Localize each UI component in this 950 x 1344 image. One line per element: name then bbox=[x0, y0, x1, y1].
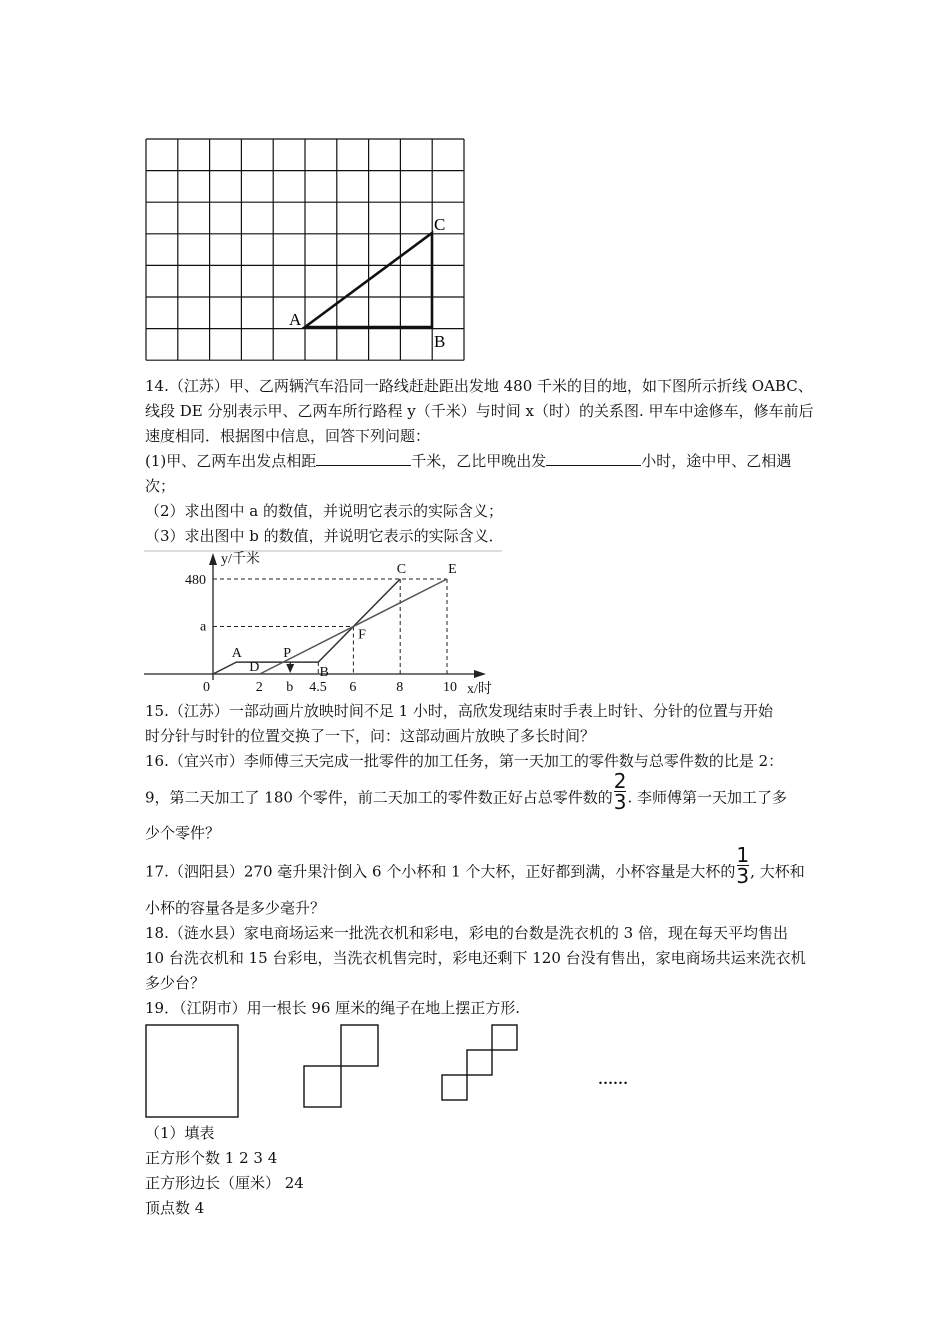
y-tick-480: 480 bbox=[185, 573, 206, 588]
q19-table-row-count: 正方形个数 1 2 3 4 bbox=[145, 1149, 278, 1167]
q16-text-before-fraction: 9，第二天加工了 180 个零件，前二天加工的零件数正好占总零件数的 bbox=[145, 788, 613, 807]
x-tick-4.5: 4.5 bbox=[309, 680, 327, 695]
y-axis-label: y/千米 bbox=[221, 552, 260, 567]
arrow-down-icon bbox=[286, 664, 294, 673]
square-2 bbox=[467, 1050, 492, 1075]
blank-distance bbox=[316, 451, 411, 466]
pattern-three-squares bbox=[442, 1025, 517, 1100]
q14-line-3: 速度相同．根据图中信息，回答下列问题： bbox=[145, 427, 431, 445]
ellipsis-more-patterns: …… bbox=[598, 1072, 628, 1088]
square-patterns-figure bbox=[140, 1020, 650, 1125]
x-tick-2: 2 bbox=[255, 680, 263, 695]
fraction-denominator: 3 bbox=[736, 864, 750, 888]
q15-line-1: 15.（江苏）一部动画片放映时间不足 1 小时，高欣发现结束时手表上时针、分针的位置与开始 bbox=[145, 702, 773, 720]
y-tick-a: a bbox=[200, 619, 207, 635]
q17-text-before-fraction: 17.（泗阳县）270 毫升果汁倒入 6 个小杯和 1 个大杯，正好都到满，小杯容量是大杯的 bbox=[145, 862, 736, 881]
x-tick-10: 10 bbox=[443, 680, 457, 695]
x-tick-8: 8 bbox=[396, 680, 404, 695]
square-1 bbox=[304, 1066, 341, 1107]
q18-line-3: 多少台？ bbox=[145, 974, 206, 992]
point-label-b: B bbox=[434, 332, 446, 351]
fraction-two-thirds bbox=[613, 769, 627, 814]
q19-line-1: 19．（江阴市）用一根长 96 厘米的绳子在地上摆正方形. bbox=[145, 999, 520, 1017]
x-tick-b: b bbox=[286, 680, 294, 695]
q14-line-6: （2）求出图中 a 的数值，并说明它表示的实际含义； bbox=[145, 502, 504, 520]
x-tick-0: 0 bbox=[203, 680, 210, 695]
q17-line-1 bbox=[145, 843, 805, 888]
x-axis-arrow-icon bbox=[474, 670, 486, 678]
square-1 bbox=[442, 1075, 467, 1100]
point-label-d: D bbox=[249, 660, 260, 675]
q14-line-4 bbox=[145, 450, 791, 472]
fraction-numerator: 1 bbox=[736, 843, 750, 867]
chart-labels bbox=[185, 550, 492, 697]
pattern-one-square bbox=[146, 1025, 238, 1117]
q19-table-row-side: 正方形边长（厘米） 24 bbox=[145, 1174, 304, 1192]
square-2 bbox=[341, 1025, 378, 1066]
pattern-two-squares bbox=[304, 1025, 378, 1107]
q16-line-3: 少个零件？ bbox=[145, 824, 221, 842]
point-label-e: E bbox=[448, 562, 457, 577]
q18-line-2: 10 台洗衣机和 15 台彩电，当洗衣机售完时，彩电还剩下 120 台没有售出，家电商场共运来洗衣机 bbox=[145, 949, 806, 967]
q17-text-after-fraction: , 大杯和 bbox=[750, 862, 805, 881]
q14-text-later: 千米，乙比甲晚出发 bbox=[411, 452, 547, 470]
q16-line-1: 16.（宜兴市）李师傅三天完成一批零件的加工任务，第一天加工的零件数与总零件数的比是 2： bbox=[145, 752, 784, 770]
q19-sub-1: （1）填表 bbox=[145, 1124, 215, 1142]
q17-line-2: 小杯的容量各是多少毫升？ bbox=[145, 899, 326, 917]
point-label-f: F bbox=[358, 627, 366, 643]
grid-triangle-figure bbox=[140, 132, 480, 367]
q16-line-2 bbox=[145, 769, 787, 814]
q16-text-after-fraction: . 李师傅第一天加工了多 bbox=[627, 788, 787, 807]
q18-line-1: 18.（涟水县）家电商场运来一批洗衣机和彩电，彩电的台数是洗衣机的 3 倍，现在每天平均售出 bbox=[145, 924, 788, 942]
fraction-numerator: 2 bbox=[613, 769, 627, 793]
q14-text-meet: 小时，途中甲、乙相遇 bbox=[641, 452, 792, 470]
x-axis-label: x/时 bbox=[467, 682, 492, 697]
q15-line-2: 时分针与时针的位置交换了一下，问：这部动画片放映了多长时间？ bbox=[145, 727, 596, 745]
q19-table-row-vertices: 顶点数 4 bbox=[145, 1199, 205, 1217]
q14-line-1: 14.（江苏）甲、乙两辆汽车沿同一路线赶赴距出发地 480 千米的目的地，如下图所示折线 OABC、 bbox=[145, 377, 813, 395]
point-label-a: A bbox=[289, 310, 302, 329]
blank-hours bbox=[546, 451, 641, 466]
point-label-p: P bbox=[283, 646, 291, 662]
point-label-c: C bbox=[396, 562, 407, 577]
point-label-b: B bbox=[319, 665, 329, 681]
fraction-one-third bbox=[736, 843, 750, 888]
q14-line-5: 次； bbox=[145, 477, 176, 495]
point-label-c: C bbox=[434, 215, 446, 234]
q14-line-7: （3）求出图中 b 的数值，并说明它表示的实际含义． bbox=[145, 527, 504, 545]
x-tick-6: 6 bbox=[349, 680, 357, 695]
square-3 bbox=[492, 1025, 517, 1050]
y-axis-arrow-icon bbox=[209, 553, 217, 565]
point-label-a: A bbox=[231, 646, 242, 662]
q14-text-distance: (1)甲、乙两车出发点相距 bbox=[145, 452, 317, 470]
q14-distance-time-chart bbox=[140, 549, 510, 699]
q14-line-2: 线段 DE 分别表示甲、乙两车所行路程 y（千米）与时间 x（时）的关系图. 甲车中途修车，修车前后 bbox=[145, 402, 814, 420]
chart-guide-lines bbox=[213, 579, 447, 674]
fraction-denominator: 3 bbox=[613, 790, 627, 814]
